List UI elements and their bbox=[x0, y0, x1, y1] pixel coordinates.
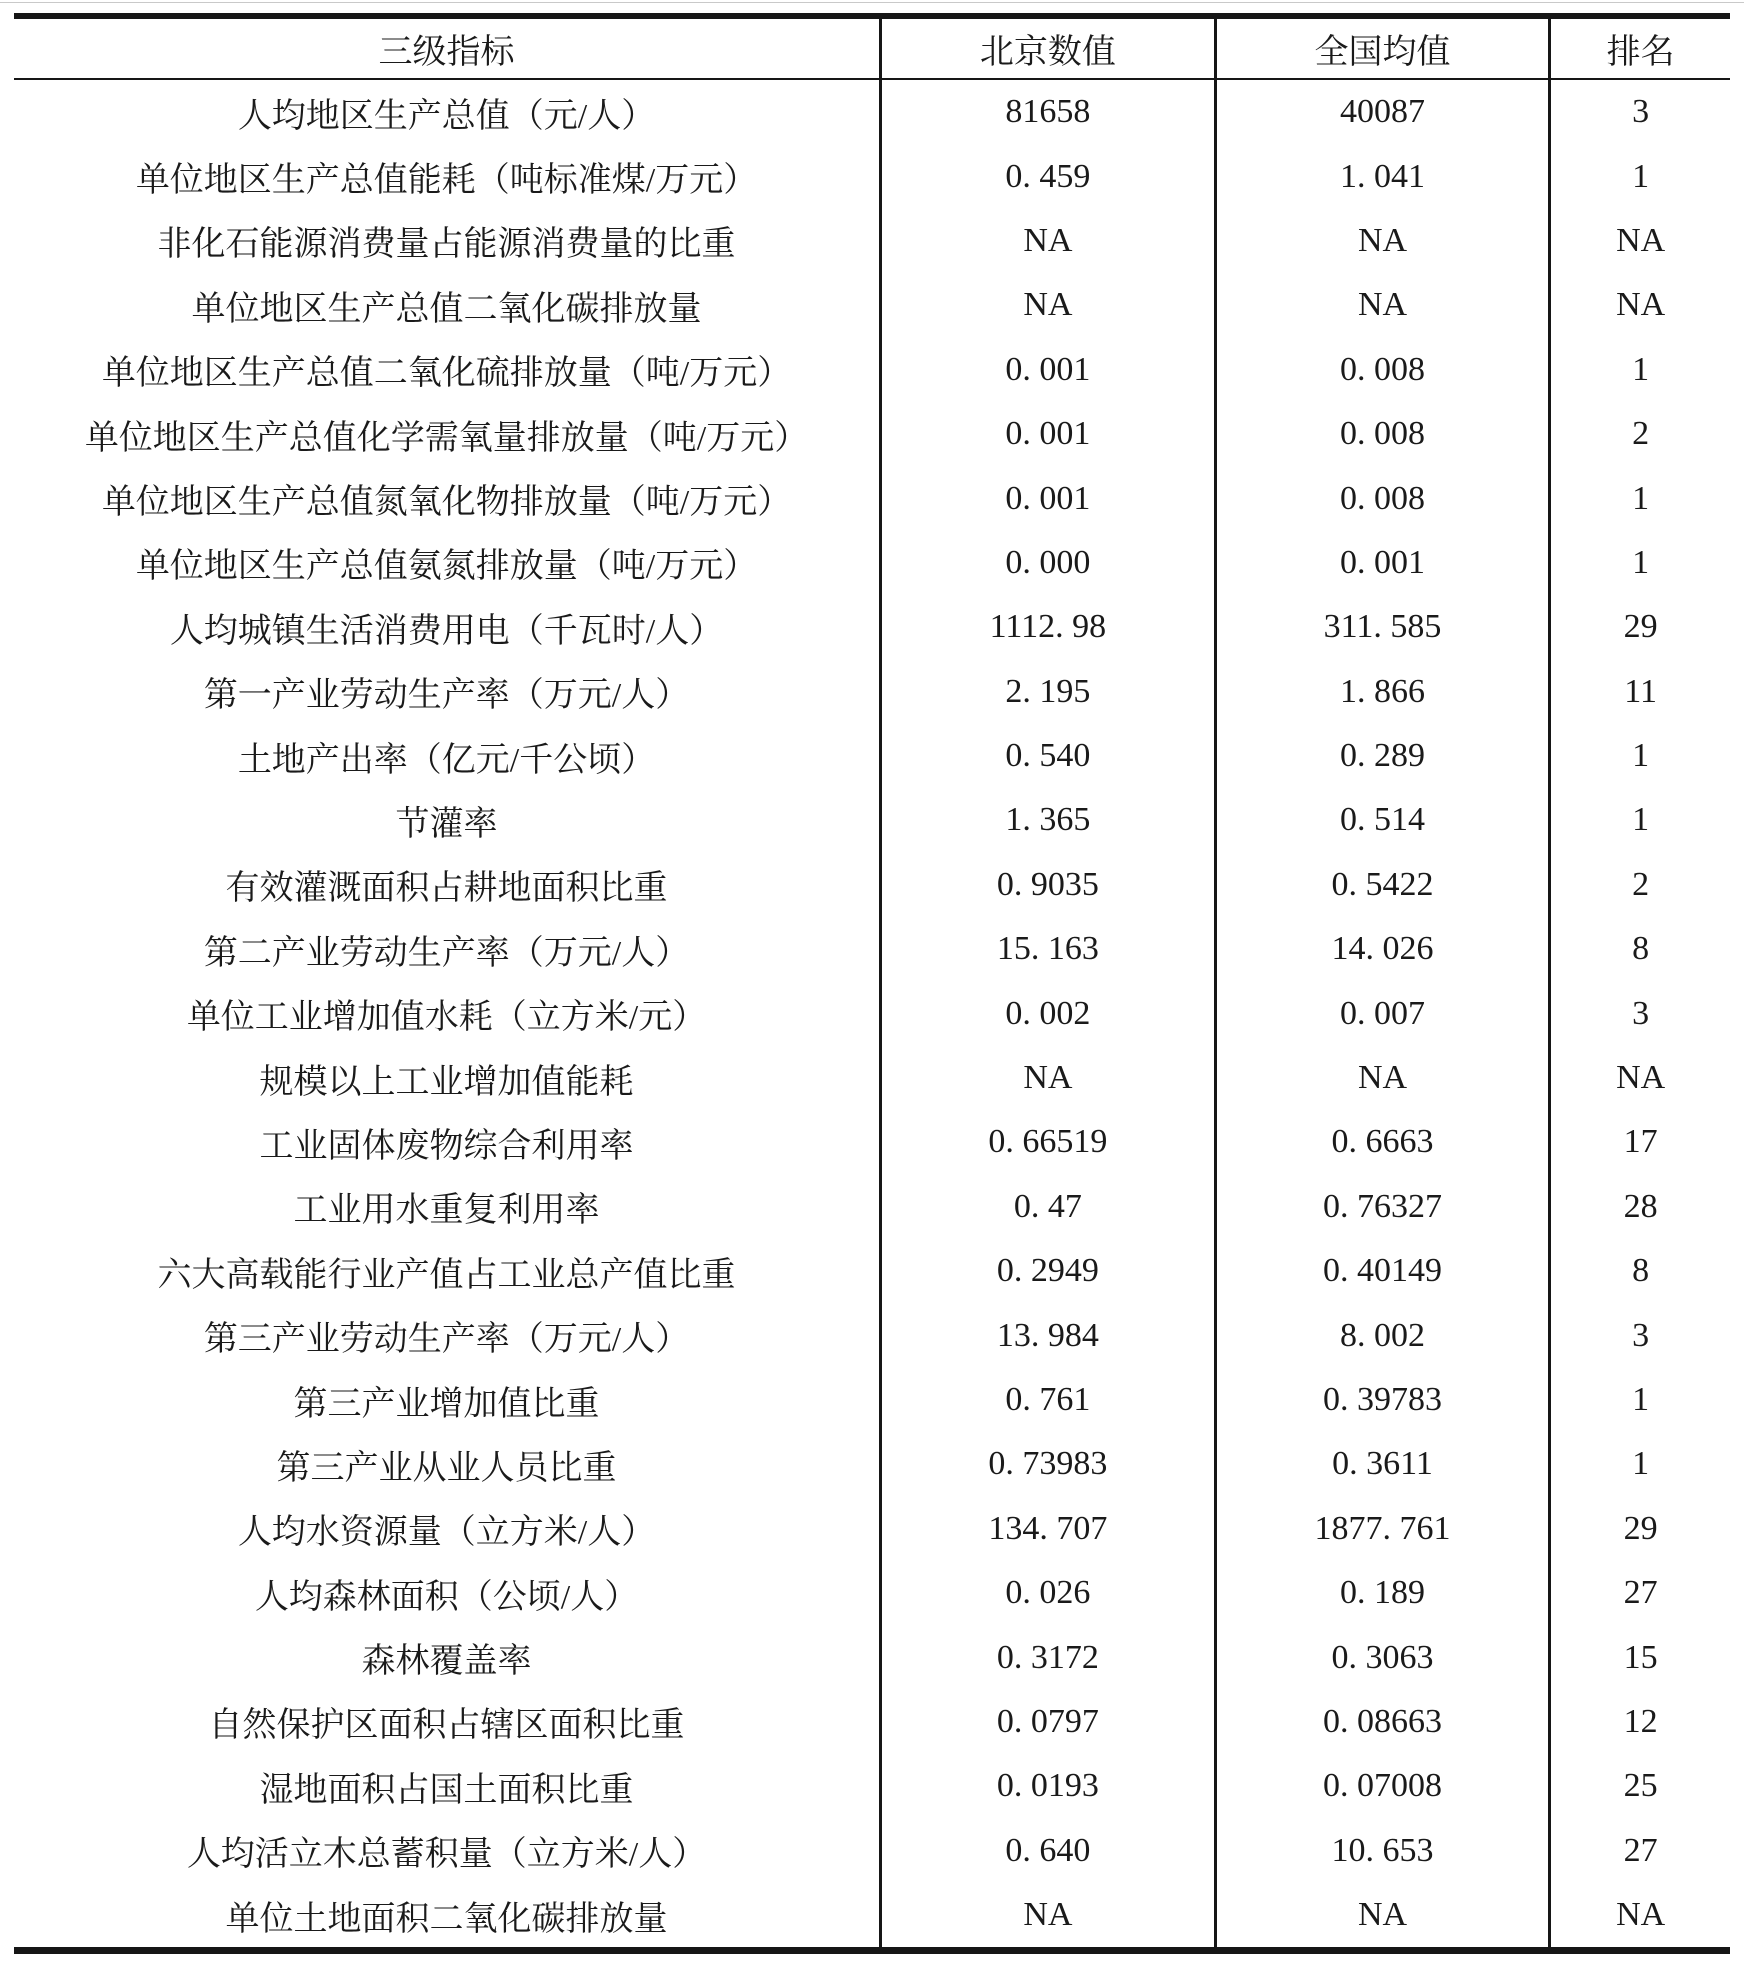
rank-cell: 1 bbox=[1632, 737, 1650, 775]
table-row bbox=[14, 1690, 1730, 1754]
national-average-cell: 0. 3063 bbox=[1215, 1625, 1550, 1689]
indicator-cell: 节灌率 bbox=[14, 788, 881, 852]
national-average-cell: 0. 001 bbox=[1215, 531, 1550, 595]
indicator-cell: 自然保护区面积占辖区面积比重 bbox=[14, 1690, 881, 1754]
indicator-cell: 森林覆盖率 bbox=[14, 1625, 881, 1689]
national-average-cell: 0. 07008 bbox=[1215, 1754, 1550, 1818]
table-row bbox=[14, 144, 1730, 208]
national-average-cell: 1. 866 bbox=[1215, 660, 1550, 724]
rank-cell: 2 bbox=[1632, 865, 1650, 903]
indicator-cell: 第二产业劳动生产率（万元/人） bbox=[14, 917, 881, 981]
national-average-cell: 0. 008 bbox=[1215, 338, 1550, 402]
beijing-value-cell: 0. 640 bbox=[881, 1819, 1216, 1883]
indicator-cell: 第一产业劳动生产率（万元/人） bbox=[14, 660, 881, 724]
national-average-cell: 0. 008 bbox=[1215, 402, 1550, 466]
rank-cell: 29 bbox=[1623, 1509, 1658, 1547]
rank-cell: 3 bbox=[1632, 1316, 1650, 1354]
rank-cell: 15 bbox=[1623, 1638, 1658, 1676]
rank-cell: 1 bbox=[1632, 801, 1650, 839]
beijing-value-cell: 15. 163 bbox=[881, 917, 1216, 981]
indicator-cell: 人均地区生产总值（元/人） bbox=[14, 79, 881, 144]
table-row bbox=[14, 660, 1730, 724]
national-average-cell: 0. 289 bbox=[1215, 724, 1550, 788]
rank-cell: 1 bbox=[1632, 1445, 1650, 1483]
table-row bbox=[14, 1883, 1730, 1951]
indicator-cell: 单位土地面积二氧化碳排放量 bbox=[14, 1883, 881, 1951]
rank-cell: 8 bbox=[1632, 930, 1650, 968]
beijing-value-cell: 0. 0797 bbox=[881, 1690, 1216, 1754]
national-average-cell: 0. 008 bbox=[1215, 466, 1550, 530]
rank-cell: 11 bbox=[1624, 672, 1658, 710]
table-row bbox=[14, 788, 1730, 852]
table-row bbox=[14, 1497, 1730, 1561]
national-average-cell: NA bbox=[1215, 1046, 1550, 1110]
table-row bbox=[14, 531, 1730, 595]
national-average-cell: 0. 3611 bbox=[1215, 1432, 1550, 1496]
beijing-value-cell: NA bbox=[881, 209, 1216, 273]
table-row bbox=[14, 595, 1730, 659]
indicator-cell: 单位地区生产总值氨氮排放量（吨/万元） bbox=[14, 531, 881, 595]
rank-cell: 17 bbox=[1623, 1123, 1658, 1161]
indicator-cell: 规模以上工业增加值能耗 bbox=[14, 1046, 881, 1110]
indicator-cell: 单位地区生产总值能耗（吨标准煤/万元） bbox=[14, 144, 881, 208]
national-average-cell: 8. 002 bbox=[1215, 1303, 1550, 1367]
table-row bbox=[14, 1303, 1730, 1367]
table-row bbox=[14, 1368, 1730, 1432]
rank-cell: 29 bbox=[1623, 608, 1658, 646]
beijing-value-cell: NA bbox=[881, 273, 1216, 337]
rank-cell: 3 bbox=[1632, 994, 1650, 1032]
indicator-cell: 土地产出率（亿元/千公顷） bbox=[14, 724, 881, 788]
indicator-cell: 单位工业增加值水耗（立方米/元） bbox=[14, 981, 881, 1045]
national-average-cell: 40087 bbox=[1215, 79, 1550, 144]
table-row bbox=[14, 1819, 1730, 1883]
indicator-cell: 有效灌溉面积占耕地面积比重 bbox=[14, 853, 881, 917]
beijing-value-cell: 0. 73983 bbox=[881, 1432, 1216, 1496]
rank-cell: NA bbox=[1616, 221, 1666, 259]
rank-cell: 2 bbox=[1632, 415, 1650, 453]
national-average-cell: NA bbox=[1215, 209, 1550, 273]
beijing-value-cell: 81658 bbox=[881, 79, 1216, 144]
column-header-rank: 排名 bbox=[1550, 16, 1730, 79]
national-average-cell: 10. 653 bbox=[1215, 1819, 1550, 1883]
national-average-cell: 14. 026 bbox=[1215, 917, 1550, 981]
indicator-cell: 第三产业从业人员比重 bbox=[14, 1432, 881, 1496]
beijing-value-cell: NA bbox=[881, 1883, 1216, 1951]
beijing-value-cell: NA bbox=[881, 1046, 1216, 1110]
national-average-cell: 311. 585 bbox=[1215, 595, 1550, 659]
table-row bbox=[14, 402, 1730, 466]
beijing-value-cell: 0. 9035 bbox=[881, 853, 1216, 917]
rank-cell: 1 bbox=[1632, 543, 1650, 581]
national-average-cell: 0. 40149 bbox=[1215, 1239, 1550, 1303]
rank-cell: NA bbox=[1616, 286, 1666, 324]
beijing-value-cell: 0. 540 bbox=[881, 724, 1216, 788]
beijing-value-cell: 0. 026 bbox=[881, 1561, 1216, 1625]
national-average-cell: NA bbox=[1215, 1883, 1550, 1951]
indicator-cell: 人均森林面积（公顷/人） bbox=[14, 1561, 881, 1625]
table-row bbox=[14, 338, 1730, 402]
header-row bbox=[14, 16, 1730, 79]
table-row bbox=[14, 79, 1730, 144]
column-header-indicator: 三级指标 bbox=[14, 16, 881, 79]
indicator-cell: 人均城镇生活消费用电（千瓦时/人） bbox=[14, 595, 881, 659]
table-header bbox=[14, 16, 1730, 79]
beijing-value-cell: 0. 459 bbox=[881, 144, 1216, 208]
rank-cell: 25 bbox=[1623, 1767, 1658, 1805]
rank-cell: 1 bbox=[1632, 157, 1650, 195]
indicator-cell: 六大高载能行业产值占工业总产值比重 bbox=[14, 1239, 881, 1303]
beijing-value-cell: 0. 002 bbox=[881, 981, 1216, 1045]
national-average-cell: 1877. 761 bbox=[1215, 1497, 1550, 1561]
indicator-cell: 人均活立木总蓄积量（立方米/人） bbox=[14, 1819, 881, 1883]
column-header-national-average: 全国均值 bbox=[1215, 16, 1550, 79]
table-row bbox=[14, 724, 1730, 788]
national-average-cell: 0. 6663 bbox=[1215, 1110, 1550, 1174]
rank-cell: 1 bbox=[1632, 479, 1650, 517]
indicator-cell: 工业固体废物综合利用率 bbox=[14, 1110, 881, 1174]
table-row bbox=[14, 1561, 1730, 1625]
beijing-value-cell: 0. 001 bbox=[881, 466, 1216, 530]
beijing-value-cell: 13. 984 bbox=[881, 1303, 1216, 1367]
rank-cell: 3 bbox=[1632, 93, 1650, 131]
table-row bbox=[14, 981, 1730, 1045]
national-average-cell: 0. 189 bbox=[1215, 1561, 1550, 1625]
beijing-value-cell: 1. 365 bbox=[881, 788, 1216, 852]
table-row bbox=[14, 1754, 1730, 1818]
beijing-value-cell: 0. 47 bbox=[881, 1175, 1216, 1239]
beijing-value-cell: 0. 001 bbox=[881, 402, 1216, 466]
beijing-value-cell: 1112. 98 bbox=[881, 595, 1216, 659]
rank-cell: 27 bbox=[1623, 1574, 1658, 1612]
national-average-cell: NA bbox=[1215, 273, 1550, 337]
indicator-cell: 工业用水重复利用率 bbox=[14, 1175, 881, 1239]
indicator-cell: 湿地面积占国土面积比重 bbox=[14, 1754, 881, 1818]
indicator-cell: 单位地区生产总值氮氧化物排放量（吨/万元） bbox=[14, 466, 881, 530]
indicator-cell: 第三产业劳动生产率（万元/人） bbox=[14, 1303, 881, 1367]
beijing-value-cell: 0. 001 bbox=[881, 338, 1216, 402]
table-row bbox=[14, 273, 1730, 337]
table-row bbox=[14, 1110, 1730, 1174]
rank-cell: NA bbox=[1616, 1896, 1666, 1934]
table-row bbox=[14, 1625, 1730, 1689]
national-average-cell: 0. 08663 bbox=[1215, 1690, 1550, 1754]
indicator-cell: 第三产业增加值比重 bbox=[14, 1368, 881, 1432]
indicator-cell: 人均水资源量（立方米/人） bbox=[14, 1497, 881, 1561]
table-row bbox=[14, 1239, 1730, 1303]
page-top-hairline bbox=[0, 2, 1744, 3]
beijing-value-cell: 134. 707 bbox=[881, 1497, 1216, 1561]
beijing-value-cell: 0. 66519 bbox=[881, 1110, 1216, 1174]
beijing-value-cell: 0. 0193 bbox=[881, 1754, 1216, 1818]
indicator-cell: 非化石能源消费量占能源消费量的比重 bbox=[14, 209, 881, 273]
beijing-value-cell: 0. 000 bbox=[881, 531, 1216, 595]
rank-cell: NA bbox=[1616, 1059, 1666, 1097]
rank-cell: 8 bbox=[1632, 1252, 1650, 1290]
national-average-cell: 1. 041 bbox=[1215, 144, 1550, 208]
national-average-cell: 0. 5422 bbox=[1215, 853, 1550, 917]
national-average-cell: 0. 514 bbox=[1215, 788, 1550, 852]
rank-cell: 27 bbox=[1623, 1831, 1658, 1869]
indicator-table bbox=[14, 13, 1730, 1954]
national-average-cell: 0. 39783 bbox=[1215, 1368, 1550, 1432]
beijing-value-cell: 2. 195 bbox=[881, 660, 1216, 724]
beijing-value-cell: 0. 761 bbox=[881, 1368, 1216, 1432]
indicator-cell: 单位地区生产总值二氧化硫排放量（吨/万元） bbox=[14, 338, 881, 402]
table-row bbox=[14, 1432, 1730, 1496]
table-row bbox=[14, 209, 1730, 273]
column-header-beijing-value: 北京数值 bbox=[881, 16, 1216, 79]
indicator-cell: 单位地区生产总值化学需氧量排放量（吨/万元） bbox=[14, 402, 881, 466]
rank-cell: 1 bbox=[1632, 350, 1650, 388]
rank-cell: 12 bbox=[1623, 1702, 1658, 1740]
rank-cell: 28 bbox=[1623, 1187, 1658, 1225]
national-average-cell: 0. 76327 bbox=[1215, 1175, 1550, 1239]
table-row bbox=[14, 917, 1730, 981]
rank-cell: 1 bbox=[1632, 1381, 1650, 1418]
beijing-value-cell: 0. 3172 bbox=[881, 1625, 1216, 1689]
table-row bbox=[14, 466, 1730, 530]
indicator-cell: 单位地区生产总值二氧化碳排放量 bbox=[14, 273, 881, 337]
national-average-cell: 0. 007 bbox=[1215, 981, 1550, 1045]
table-row bbox=[14, 853, 1730, 917]
table-row bbox=[14, 1046, 1730, 1110]
beijing-value-cell: 0. 2949 bbox=[881, 1239, 1216, 1303]
table-body bbox=[14, 79, 1730, 1951]
table-row bbox=[14, 1175, 1730, 1239]
